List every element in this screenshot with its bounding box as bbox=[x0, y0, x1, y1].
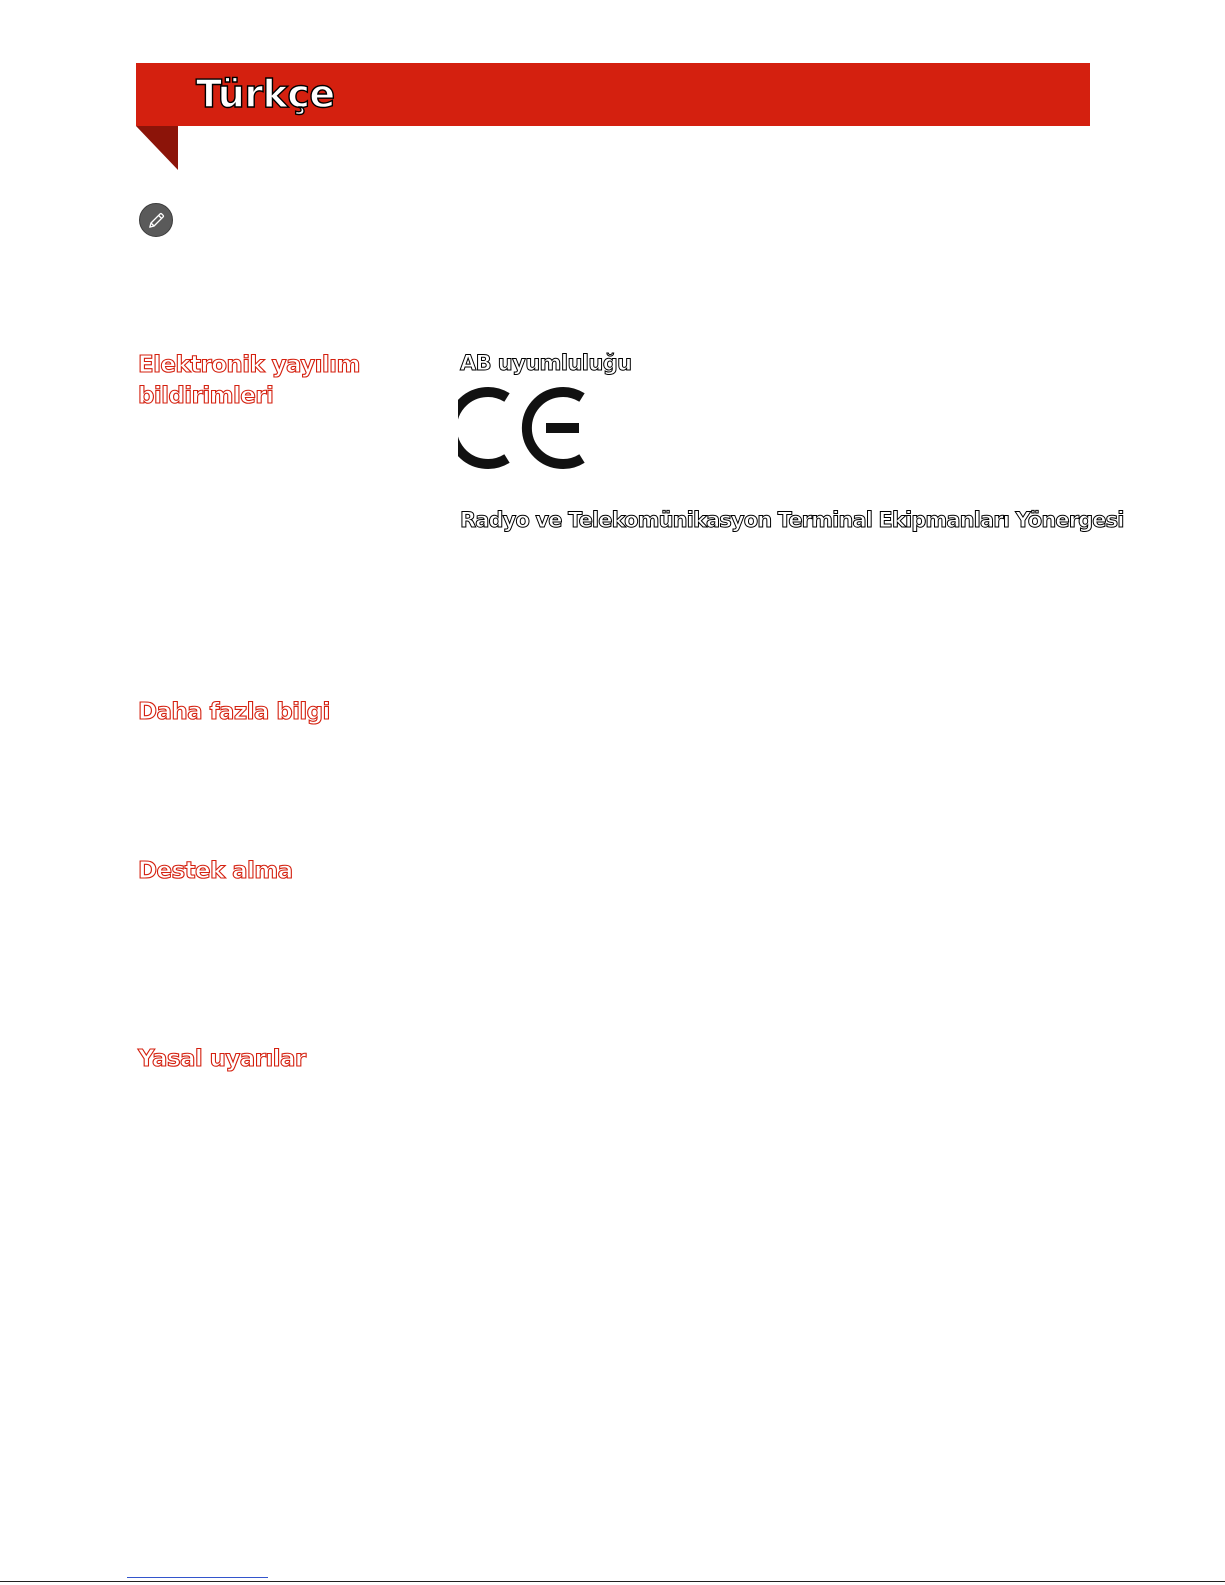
eu-compliance-heading: AB uyumluluğu bbox=[460, 351, 632, 375]
ce-mark-glyph bbox=[458, 383, 588, 473]
section-heading-emissions: Elektronik yayılım bildirimleri bbox=[138, 352, 360, 409]
footer-divider bbox=[0, 1581, 1225, 1582]
page-title: Türkçe bbox=[196, 72, 335, 116]
banner-fold bbox=[136, 126, 178, 170]
pencil-icon bbox=[139, 203, 173, 237]
rtte-directive-heading: Radyo ve Telekomünikasyon Terminal Ekipmanları Yönergesi bbox=[460, 508, 1124, 532]
section-heading-more-info: Daha fazla bilgi bbox=[138, 699, 330, 725]
section-heading-legal: Yasal uyarılar bbox=[138, 1046, 306, 1072]
ce-mark-icon bbox=[458, 383, 588, 473]
footer-link-underline bbox=[127, 1577, 268, 1578]
section-heading-support: Destek alma bbox=[138, 858, 293, 884]
pencil-icon-glyph bbox=[147, 211, 166, 230]
